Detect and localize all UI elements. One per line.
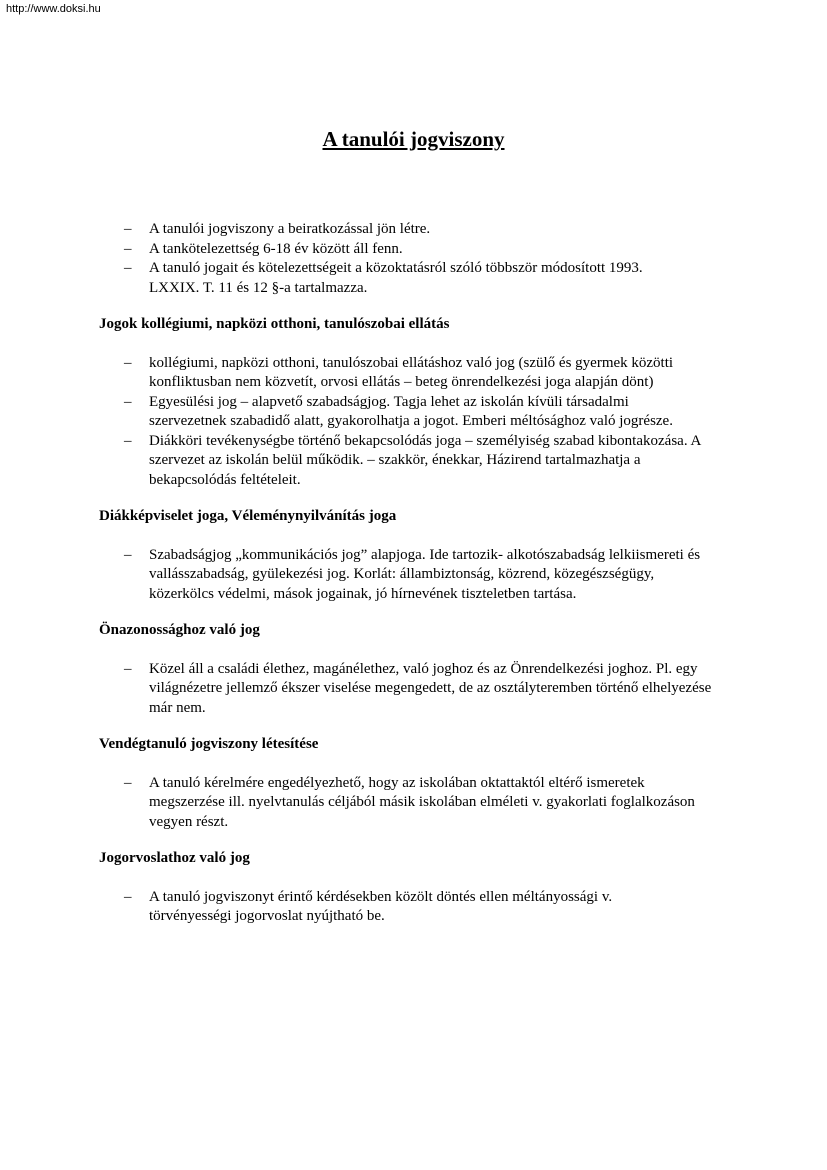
list-item-text: Közel áll a családi élethez, magánélethez, való joghoz és az Önrendelkezési joghoz. Pl. egy világnézetre jellemző ékszer viselése megengedett, de az osztályteremben történő elhelyezése már nem.	[149, 660, 712, 716]
page-title: A tanulói jogviszony	[322, 127, 505, 151]
section-onazonossag	[99, 621, 729, 718]
dash-bullet: –	[124, 221, 132, 237]
section-list	[99, 774, 729, 833]
list-item-text: Szabadságjog „kommunikációs jog” alapjoga. Ide tartozik- alkotószabadság lelkiismereti és vallásszabadság, gyülekezési jog. Korlát: állambiztonság, közrend, közegészségügy, közerkölcs védelmi, mások jogainak, jó hírnevének tiszteletben tartása.	[149, 546, 701, 602]
list-item-text: A tanuló jogviszonyt érintő kérdésekben közölt döntés ellen méltányossági v. törvényességi jogorvoslat nyújtható be.	[149, 888, 613, 924]
dash-bullet: –	[124, 432, 132, 449]
dash-bullet: –	[124, 546, 132, 563]
list-item-text: A tanuló kérelmére engedélyezhető, hogy az iskolában oktattaktól eltérő ismeretek megszerzése ill. nyelvtanulás céljából másik iskolában elméleti v. gyakorlati foglalkozáson vegyen részt.	[149, 774, 695, 830]
list-item	[99, 660, 729, 719]
section-heading: Vendégtanuló jogviszony létesítése	[99, 736, 319, 752]
dash-bullet: –	[124, 774, 132, 791]
dash-bullet: –	[124, 888, 132, 905]
section-list	[99, 888, 729, 927]
list-item-text: A tanulói jogviszony a beiratkozással jön létre.	[149, 221, 431, 237]
document-body	[99, 220, 729, 927]
list-item	[99, 393, 729, 432]
dash-bullet: –	[124, 260, 132, 276]
section-list	[99, 660, 729, 719]
list-item-text: A tanuló jogait és kötelezettségeit a közoktatásról szóló többször módosított 1993. LXXIX. T. 11 és 12 §-a tartalmazza.	[149, 260, 643, 296]
section-heading: Diákképviselet joga, Véleménynyilvánítás joga	[99, 508, 397, 524]
section-diakkepviselet	[99, 507, 729, 604]
list-item-text: A tankötelezettség 6-18 év között áll fenn.	[149, 240, 403, 257]
list-item-text: Diákköri tevékenységbe történő bekapcsolódás joga – személyiség szabad kibontakozása. A szervezet az iskolán belül működik. – szakkör, énekkar, Házirend tartalmazhatja a bekapcsolódás feltételeit.	[149, 432, 701, 488]
list-item-text: Egyesülési jog – alapvető szabadságjog. Tagja lehet az iskolán kívüli társadalmi szervezetnek szabadidő alatt, gyakorolhatja a jogot. Emberi méltósághoz való jogrésze.	[149, 393, 673, 429]
list-item	[99, 220, 729, 240]
section-jogok-kollegiumi	[99, 315, 729, 490]
dash-bullet: –	[124, 354, 132, 371]
dash-bullet: –	[124, 393, 132, 410]
list-item	[99, 259, 729, 298]
list-item	[99, 240, 729, 260]
list-item	[99, 354, 729, 393]
section-heading: Jogok kollégiumi, napközi otthoni, tanulószobai ellátás	[99, 316, 450, 332]
list-item	[99, 546, 729, 605]
section-vendegtanulo	[99, 735, 729, 832]
list-item-text: kollégiumi, napközi otthoni, tanulószobai ellátáshoz való jog (szülő és gyermek közötti konfliktusban nem közvetít, orvosi ellátás – beteg önrendelkezési joga alapján dönt)	[149, 354, 674, 390]
list-item	[99, 432, 729, 491]
section-heading: Jogorvoslathoz való jog	[99, 850, 250, 866]
list-item	[99, 774, 729, 833]
dash-bullet: –	[124, 660, 132, 677]
dash-bullet: –	[124, 240, 132, 257]
section-list	[99, 546, 729, 605]
section-jogorvoslat	[99, 849, 729, 927]
section-list	[99, 354, 729, 491]
list-item	[99, 888, 729, 927]
section-heading: Önazonossághoz való jog	[99, 622, 260, 638]
intro-list	[99, 220, 729, 298]
source-url: http://www.doksi.hu	[6, 3, 101, 15]
